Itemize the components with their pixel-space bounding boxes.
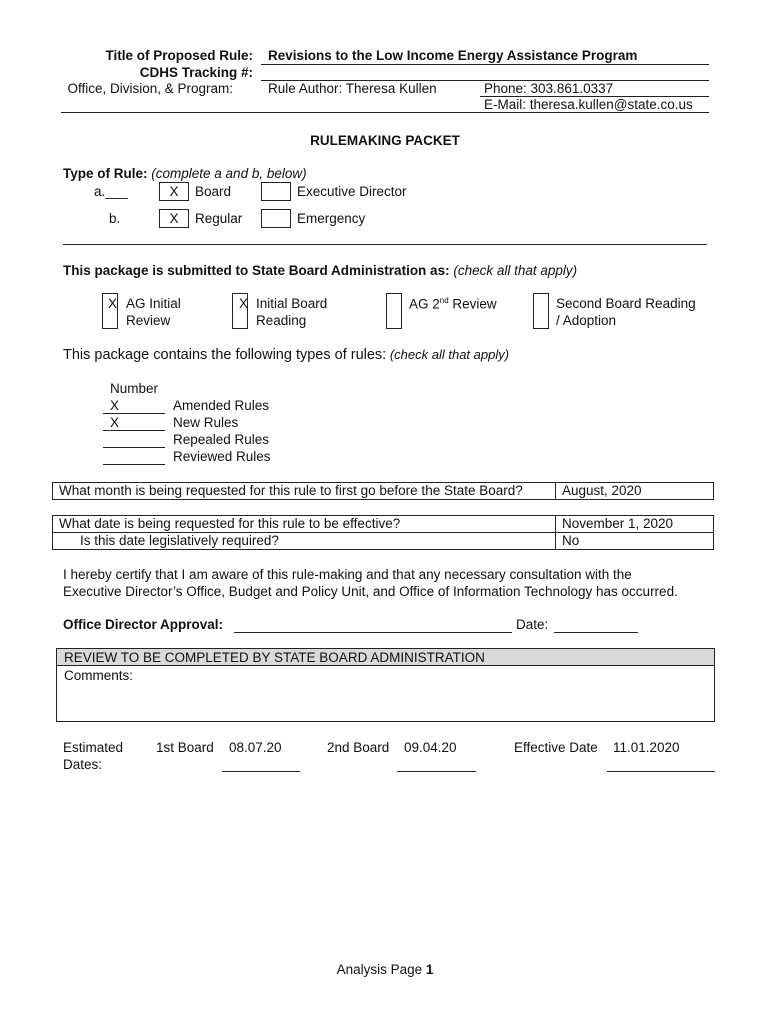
review-header: REVIEW TO BE COMPLETED BY STATE BOARD ADMINISTRATION	[64, 650, 485, 665]
approval-date-line[interactable]	[554, 632, 638, 633]
first-board-label: 1st Board	[156, 740, 214, 755]
repealed-rules-label: Repealed Rules	[173, 432, 270, 447]
submission-instruction: (check all that apply)	[449, 263, 578, 278]
initial-board-reading-mark: X	[239, 296, 249, 311]
approval-signature-line[interactable]	[234, 632, 512, 633]
board-month-question: What month is being requested for this rule to first go before the State Board?	[53, 483, 556, 500]
table-row	[53, 533, 714, 550]
type-of-rule-heading	[63, 166, 307, 181]
submission-heading	[63, 263, 577, 278]
second-board-reading-label-2: / Adoption	[556, 313, 617, 328]
ag-initial-review-mark: X	[108, 296, 118, 311]
table-row	[53, 516, 714, 533]
page-number: 1	[425, 962, 434, 977]
dates-label: Dates:	[63, 757, 103, 772]
board-month-answer[interactable]: August, 2020	[556, 483, 714, 500]
title-underline	[261, 64, 709, 65]
phone: Phone: 303.861.0337	[484, 81, 614, 96]
regular-checkbox[interactable]: X	[159, 209, 189, 228]
comments-label: Comments:	[64, 668, 134, 683]
row-b-label: b.	[109, 211, 121, 226]
ag-second-review-rest: Review	[448, 296, 497, 312]
page-footer	[0, 962, 770, 977]
amended-rules-label: Amended Rules	[173, 398, 270, 413]
board-label: Board	[195, 184, 232, 199]
ag-initial-review-label-1: AG Initial	[126, 296, 181, 311]
rule-types-label: This package contains the following types of rules:	[63, 347, 387, 363]
regular-label: Regular	[195, 211, 243, 226]
ag-second-review-text: AG 2	[409, 296, 440, 312]
legislative-question: Is this date legislatively required?	[53, 533, 556, 550]
emergency-checkbox[interactable]	[261, 209, 291, 228]
second-board-reading-label-1: Second Board Reading	[556, 296, 696, 311]
new-rules-label: New Rules	[173, 415, 239, 430]
first-board-line	[222, 771, 300, 772]
effective-date-label: Effective Date	[514, 740, 598, 755]
approval-date-label: Date:	[516, 617, 549, 632]
initial-board-reading-label-2: Reading	[256, 313, 307, 328]
board-month-table	[52, 482, 714, 500]
executive-director-checkbox[interactable]	[261, 182, 291, 201]
amended-rules-mark: X	[110, 398, 120, 413]
row-a-label: a.___	[94, 184, 128, 199]
second-board-value: 09.04.20	[404, 740, 457, 755]
title-value: Revisions to the Low Income Energy Assistance Program	[268, 48, 638, 63]
packet-title: RULEMAKING PACKET	[310, 133, 460, 148]
reviewed-rules-line	[103, 464, 165, 465]
type-of-rule-instruction: (complete a and b, below)	[147, 166, 307, 181]
submission-label: This package is submitted to State Board Administration as:	[63, 263, 450, 278]
table-row	[53, 483, 714, 500]
effective-date-answer[interactable]: November 1, 2020	[556, 516, 714, 533]
amended-rules-line	[103, 413, 165, 414]
email: E-Mail: theresa.kullen@state.co.us	[484, 97, 693, 112]
footer-label: Analysis Page	[336, 962, 423, 977]
new-rules-mark: X	[110, 415, 120, 430]
effective-date-table	[52, 515, 714, 550]
rule-author: Rule Author: Theresa Kullen	[268, 81, 437, 96]
estimated-label: Estimated	[63, 740, 124, 755]
reviewed-rules-label: Reviewed Rules	[173, 449, 271, 464]
office-label: Office, Division, & Program:	[67, 81, 233, 96]
number-header: Number	[110, 381, 159, 396]
second-board-reading-checkbox[interactable]	[533, 293, 549, 329]
new-rules-line	[103, 430, 165, 431]
legislative-answer[interactable]: No	[556, 533, 714, 550]
ag-initial-review-label-2: Review	[126, 313, 171, 328]
certify-line-1: I hereby certify that I am aware of this rule-making and that any necessary consultation with the	[63, 567, 632, 582]
emergency-label: Emergency	[297, 211, 366, 226]
ag-second-review-label	[409, 296, 497, 312]
header-rule	[61, 112, 709, 113]
ag-second-review-checkbox[interactable]	[386, 293, 402, 329]
first-board-value: 08.07.20	[229, 740, 282, 755]
effective-date-line	[607, 771, 715, 772]
executive-director-label: Executive Director	[297, 184, 407, 199]
title-label: Title of Proposed Rule:	[105, 48, 253, 63]
ag-second-review-sup: nd	[439, 296, 449, 305]
rule-types-heading	[63, 347, 509, 363]
section-divider	[63, 244, 707, 245]
second-board-line	[397, 771, 476, 772]
rule-types-instruction: (check all that apply)	[386, 347, 510, 362]
effective-date-question: What date is being requested for this rule to be effective?	[53, 516, 556, 533]
repealed-rules-line	[103, 447, 165, 448]
review-header-bar	[56, 648, 715, 666]
tracking-label: CDHS Tracking #:	[139, 65, 253, 80]
certify-line-2: Executive Director’s Office, Budget and Policy Unit, and Office of Information Technology has occurred.	[63, 584, 678, 599]
effective-date-value: 11.01.2020	[613, 740, 680, 755]
board-checkbox[interactable]: X	[159, 182, 189, 201]
approval-label: Office Director Approval:	[63, 617, 224, 632]
type-of-rule-label: Type of Rule:	[63, 166, 148, 181]
initial-board-reading-label-1: Initial Board	[256, 296, 328, 311]
second-board-label: 2nd Board	[327, 740, 390, 755]
comments-box[interactable]	[56, 665, 715, 722]
